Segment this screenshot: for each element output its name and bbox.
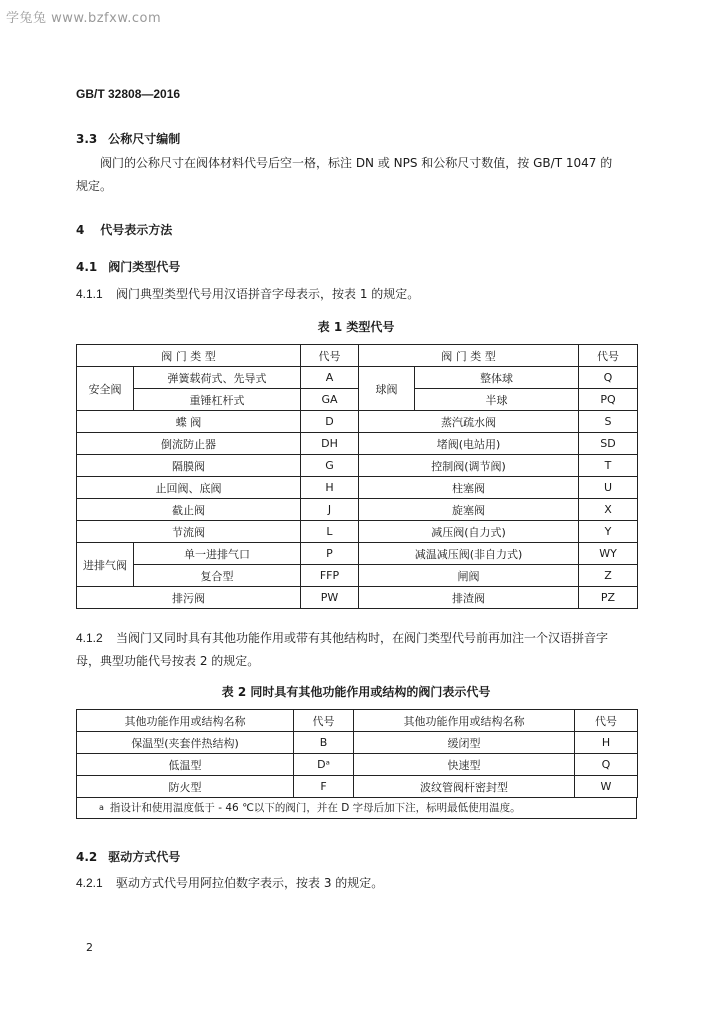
type-cell: 堵阀(电站用) <box>359 433 579 455</box>
code-cell: Q <box>575 754 638 776</box>
table-2 <box>76 709 638 798</box>
clause-number: 4.1.1 <box>76 287 103 301</box>
table-row <box>77 367 638 389</box>
type-cell: 弹簧载荷式、先导式 <box>134 367 301 389</box>
header-cell: 代号 <box>301 345 359 367</box>
table-row <box>77 587 638 609</box>
type-cell: 单一进排气口 <box>134 543 301 565</box>
type-cell: 闸阀 <box>359 565 579 587</box>
header-cell: 其他功能作用或结构名称 <box>354 710 575 732</box>
table-row <box>77 411 638 433</box>
section-title: 代号表示方法 <box>100 223 173 237</box>
footnote-mark: a <box>99 803 104 812</box>
header-cell: 其他功能作用或结构名称 <box>77 710 294 732</box>
type-cell: 截止阀 <box>77 499 301 521</box>
section-4-2-heading <box>76 848 180 865</box>
standard-number: GB/T 32808—2016 <box>76 87 181 101</box>
header-cell: 代号 <box>294 710 354 732</box>
code-cell: WY <box>579 543 638 565</box>
type-cell: 控制阀(调节阀) <box>359 455 579 477</box>
section-3-3-heading <box>76 130 180 147</box>
table2-footnote <box>76 797 637 819</box>
group-label: 球阀 <box>359 367 415 411</box>
table2-caption: 表 2 同时具有其他功能作用或结构的阀门表示代号 <box>221 685 491 699</box>
page-number: 2 <box>86 941 93 954</box>
code-cell: GA <box>301 389 359 411</box>
code-cell: F <box>294 776 354 798</box>
code-cell: T <box>579 455 638 477</box>
table-header-row <box>77 345 638 367</box>
code-cell: PZ <box>579 587 638 609</box>
table-row <box>77 732 638 754</box>
name-cell: 低温型 <box>77 754 294 776</box>
type-cell: 半球 <box>415 389 579 411</box>
table-row <box>77 565 638 587</box>
clause-number: 4.1.2 <box>76 631 103 645</box>
type-cell: 重锤杠杆式 <box>134 389 301 411</box>
table-row <box>77 389 638 411</box>
code-cell: PQ <box>579 389 638 411</box>
section-title: 阀门类型代号 <box>108 260 181 274</box>
type-cell: 整体球 <box>415 367 579 389</box>
table-row <box>77 499 638 521</box>
table-row <box>77 754 638 776</box>
code-cell: Dᵃ <box>294 754 354 776</box>
header-cell: 代号 <box>575 710 638 732</box>
para-4-1-1 <box>76 283 419 306</box>
type-cell: 排渣阀 <box>359 587 579 609</box>
para-4-1-2-line2: 母，典型功能代号按表 2 的规定。 <box>76 654 260 668</box>
code-cell: J <box>301 499 359 521</box>
code-cell: H <box>301 477 359 499</box>
section-4-1-heading <box>76 258 180 275</box>
para-3-3-line2: 规定。 <box>76 179 113 193</box>
table-header-row <box>77 710 638 732</box>
type-cell: 排污阀 <box>77 587 301 609</box>
clause-text: 当阀门又同时具有其他功能作用或带有其他结构时，在阀门类型代号前再加注一个汉语拼音字 <box>116 631 609 645</box>
name-cell: 保温型(夹套伴热结构) <box>77 732 294 754</box>
code-cell: A <box>301 367 359 389</box>
type-cell: 复合型 <box>134 565 301 587</box>
footnote-text: 指设计和使用温度低于 - 46 ℃以下的阀门，并在 D 字母后加下注，标明最低使用温度。 <box>109 802 521 814</box>
table-row <box>77 477 638 499</box>
type-cell: 柱塞阀 <box>359 477 579 499</box>
type-cell: 倒流防止器 <box>77 433 301 455</box>
code-cell: DH <box>301 433 359 455</box>
code-cell: H <box>575 732 638 754</box>
clause-number: 4.2.1 <box>76 876 103 890</box>
header-cell: 代号 <box>579 345 638 367</box>
section-number: 3.3 <box>76 132 98 146</box>
table1-caption: 表 1 类型代号 <box>317 320 395 334</box>
code-cell: Y <box>579 521 638 543</box>
code-cell: P <box>301 543 359 565</box>
clause-text: 驱动方式代号用阿拉伯数字表示，按表 3 的规定。 <box>116 876 384 890</box>
code-cell: L <box>301 521 359 543</box>
type-cell: 蝶 阀 <box>77 411 301 433</box>
code-cell: PW <box>301 587 359 609</box>
code-cell: Q <box>579 367 638 389</box>
code-cell: FFP <box>301 565 359 587</box>
section-4-heading <box>76 221 172 238</box>
para-4-2-1 <box>76 872 383 895</box>
name-cell: 波纹管阀杆密封型 <box>354 776 575 798</box>
type-cell: 隔膜阀 <box>77 455 301 477</box>
type-cell: 减温减压阀(非自力式) <box>359 543 579 565</box>
table-row <box>77 455 638 477</box>
code-cell: X <box>579 499 638 521</box>
name-cell: 快速型 <box>354 754 575 776</box>
code-cell: W <box>575 776 638 798</box>
section-number: 4 <box>76 223 85 237</box>
name-cell: 缓闭型 <box>354 732 575 754</box>
code-cell: D <box>301 411 359 433</box>
table-row <box>77 433 638 455</box>
table-1 <box>76 344 638 609</box>
section-number: 4.2 <box>76 850 98 864</box>
para-4-1-2-line1 <box>76 627 608 650</box>
clause-text: 阀门典型类型代号用汉语拼音字母表示，按表 1 的规定。 <box>116 287 420 301</box>
type-cell: 止回阀、底阀 <box>77 477 301 499</box>
table-row <box>77 776 638 798</box>
code-cell: U <box>579 477 638 499</box>
section-number: 4.1 <box>76 260 98 274</box>
code-cell: B <box>294 732 354 754</box>
group-label: 安全阀 <box>77 367 134 411</box>
watermark: 学兔兔 www.bzfxw.com <box>6 11 162 26</box>
table-row <box>77 543 638 565</box>
type-cell: 减压阀(自力式) <box>359 521 579 543</box>
section-title: 公称尺寸编制 <box>108 132 181 146</box>
name-cell: 防火型 <box>77 776 294 798</box>
para-3-3-line1: 阀门的公称尺寸在阀体材料代号后空一格，标注 DN 或 NPS 和公称尺寸数值，按 GB/T 1047 的 <box>100 156 613 170</box>
section-title: 驱动方式代号 <box>108 850 181 864</box>
code-cell: G <box>301 455 359 477</box>
code-cell: SD <box>579 433 638 455</box>
header-cell: 阀 门 类 型 <box>359 345 579 367</box>
type-cell: 节流阀 <box>77 521 301 543</box>
header-cell: 阀 门 类 型 <box>77 345 301 367</box>
type-cell: 蒸汽疏水阀 <box>359 411 579 433</box>
group-label: 进排气阀 <box>77 543 134 587</box>
table-row <box>77 521 638 543</box>
type-cell: 旋塞阀 <box>359 499 579 521</box>
code-cell: Z <box>579 565 638 587</box>
code-cell: S <box>579 411 638 433</box>
